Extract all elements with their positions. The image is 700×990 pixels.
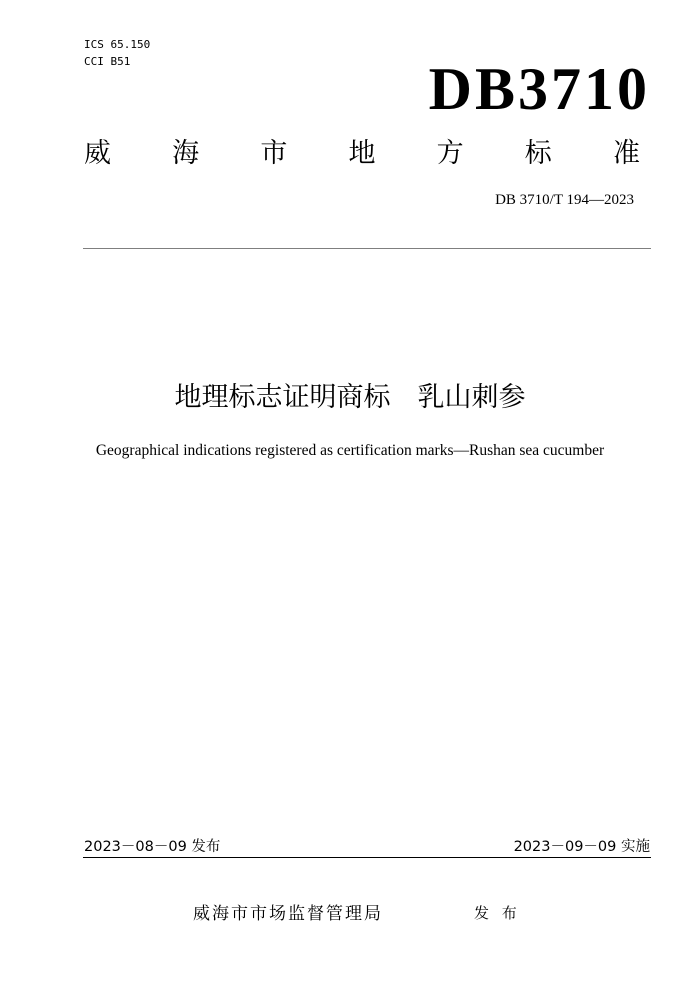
ccs-code: CCI B51 [84, 55, 131, 68]
standard-number: DB 3710/T 194—2023 [495, 192, 634, 208]
chinese-title-main: 地理标志证明商标 [174, 382, 391, 413]
standard-type-char: 威 [84, 138, 111, 169]
standard-type-char: 地 [348, 138, 376, 169]
bottom-divider [83, 857, 651, 858]
english-title: Geographical indications registered as certification marks—Rushan sea cucumber [95, 442, 605, 459]
ics-code: ICS 65.150 [84, 38, 151, 51]
db-code: DB3710 [428, 56, 650, 122]
standard-type-char: 海 [172, 138, 200, 169]
chinese-title [0, 380, 700, 416]
implementation-date: 2023－09－09 实施 [513, 839, 650, 855]
standard-type-char: 标 [524, 138, 552, 169]
standard-type [84, 136, 640, 172]
standard-type-char: 准 [612, 138, 640, 169]
issuing-authority: 威海市市场监督管理局 [193, 904, 383, 924]
standard-type-char: 市 [260, 138, 288, 169]
issue-label: 发 布 [474, 904, 521, 922]
top-divider [83, 248, 651, 249]
issue-date: 2023－08－09 发布 [84, 839, 221, 855]
standard-type-char: 方 [436, 138, 464, 169]
chinese-title-sub: 乳山刺参 [417, 382, 526, 413]
classification-codes [84, 36, 150, 70]
